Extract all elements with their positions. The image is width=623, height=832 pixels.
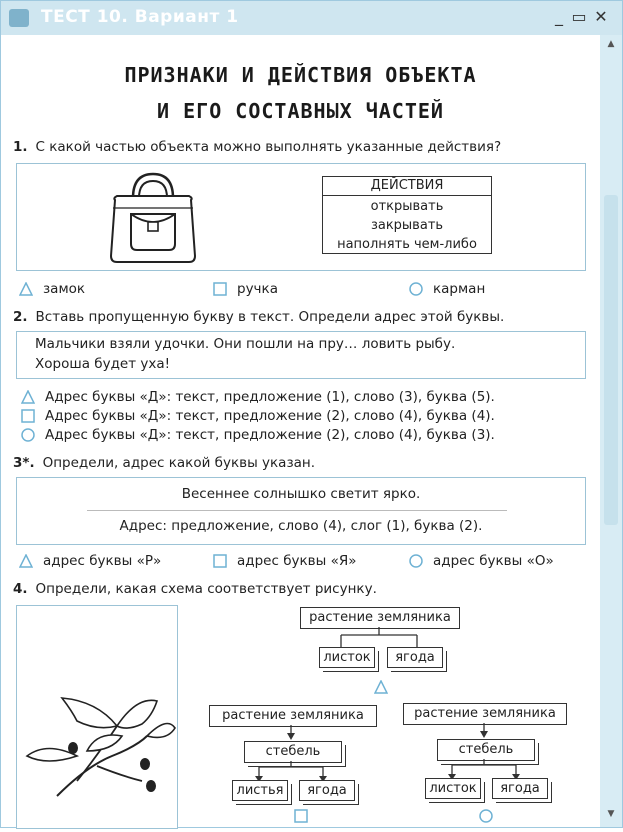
question-1 <box>13 139 501 155</box>
question-4 <box>13 581 377 597</box>
scheme-c-child-1: листок <box>425 778 481 799</box>
q2-option-2[interactable] <box>21 408 495 424</box>
scroll-thumb[interactable] <box>604 195 618 525</box>
question-number: 2. <box>13 309 28 325</box>
scroll-up-icon[interactable]: ▲ <box>607 39 615 49</box>
bag-image <box>103 168 203 266</box>
scheme-c-child-2: ягода <box>492 778 548 799</box>
scheme-b-middle: стебель <box>244 741 342 763</box>
scheme-b-arrow <box>281 725 301 741</box>
address-text: Адрес: предложение, слово (4), слог (1), буква (2). <box>119 518 483 534</box>
actions-table <box>322 176 492 254</box>
triangle-icon <box>19 554 33 568</box>
question-text: С какой частью объекта можно выполнять указанные действия? <box>35 139 502 155</box>
page-title-line1: ПРИЗНАКИ И ДЕЙСТВИЯ ОБЪЕКТА <box>124 63 477 87</box>
question-number: 4. <box>13 581 28 597</box>
sentence: Весеннее солнышко светит ярко. <box>181 486 421 502</box>
action-item: наполнять чем-либо <box>337 237 477 252</box>
scheme-c-middle: стебель <box>437 739 535 761</box>
vertical-scrollbar[interactable] <box>600 35 622 827</box>
q3-option-3[interactable] <box>409 553 554 569</box>
question-2-box <box>16 331 586 379</box>
action-item: закрывать <box>370 218 444 233</box>
actions-header: ДЕЙСТВИЯ <box>323 177 491 196</box>
passage-line: Мальчики взяли удочки. Они пошли на пру… ловить рыбу. <box>35 336 456 352</box>
q1-option-1[interactable] <box>19 281 85 297</box>
square-icon <box>213 282 227 296</box>
option-label: Адрес буквы «Д»: текст, предложение (2), слово (4), буква (4). <box>45 408 495 424</box>
scheme-c-circle-icon[interactable] <box>479 809 493 823</box>
scheme-b-root: растение земляника <box>209 705 377 727</box>
question-text: Вставь пропущенную букву в текст. Определи адрес этой буквы. <box>35 309 505 325</box>
q1-option-2[interactable] <box>213 281 278 297</box>
page-title-line2: И ЕГО СОСТАВНЫХ ЧАСТЕЙ <box>157 99 444 123</box>
window-title: ТЕСТ 10. Вариант 1 <box>41 7 239 27</box>
window-icon <box>9 9 29 27</box>
scheme-b-child-2: ягода <box>299 780 355 801</box>
scheme-b-child-1: листья <box>232 780 288 801</box>
strawberry-image <box>17 606 177 828</box>
close-icon[interactable]: ✕ <box>594 7 608 26</box>
scheme-a-child-1: листок <box>319 647 375 668</box>
scroll-down-icon[interactable]: ▼ <box>607 809 615 819</box>
q3-option-2[interactable] <box>213 553 356 569</box>
option-label: адрес буквы «Я» <box>237 553 357 569</box>
scheme-c-arrow <box>474 723 494 739</box>
maximize-icon[interactable]: ▭ <box>571 7 587 26</box>
test-content <box>1 35 600 827</box>
q2-option-3[interactable] <box>21 427 495 443</box>
q1-option-3[interactable] <box>409 281 485 297</box>
option-label: адрес буквы «О» <box>433 553 554 569</box>
q2-option-1[interactable] <box>21 389 495 405</box>
question-number: 1. <box>13 139 28 155</box>
passage-line: Хороша будет уха! <box>35 356 171 372</box>
question-3-box <box>16 477 586 545</box>
triangle-icon <box>21 390 35 404</box>
question-number: 3*. <box>13 455 35 471</box>
question-1-box <box>16 163 586 271</box>
option-label: ручка <box>237 281 278 297</box>
circle-icon <box>409 282 423 296</box>
square-icon <box>213 554 227 568</box>
question-2 <box>13 309 504 325</box>
triangle-icon <box>19 282 33 296</box>
minimize-icon[interactable]: _ <box>555 7 563 26</box>
action-item: открывать <box>370 199 444 214</box>
scheme-b-square-icon[interactable] <box>294 809 308 823</box>
question-text: Определи, какая схема соответствует рисунку. <box>35 581 377 597</box>
square-icon <box>21 409 35 423</box>
title-bar <box>1 1 622 35</box>
circle-icon <box>409 554 423 568</box>
divider <box>87 510 507 511</box>
option-label: карман <box>433 281 486 297</box>
option-label: замок <box>43 281 86 297</box>
option-label: адрес буквы «Р» <box>43 553 162 569</box>
option-label: Адрес буквы «Д»: текст, предложение (1), слово (3), буква (5). <box>45 389 495 405</box>
scheme-a-triangle-icon[interactable] <box>374 680 388 694</box>
q3-option-1[interactable] <box>19 553 161 569</box>
scheme-c-root: растение земляника <box>403 703 567 725</box>
scheme-a-root: растение земляника <box>300 607 460 629</box>
circle-icon <box>21 428 35 442</box>
strawberry-image-box <box>16 605 178 829</box>
question-3 <box>13 455 315 471</box>
question-text: Определи, адрес какой буквы указан. <box>42 455 316 471</box>
option-label: Адрес буквы «Д»: текст, предложение (2), слово (4), буква (3). <box>45 427 495 443</box>
scheme-a-child-2: ягода <box>387 647 443 668</box>
